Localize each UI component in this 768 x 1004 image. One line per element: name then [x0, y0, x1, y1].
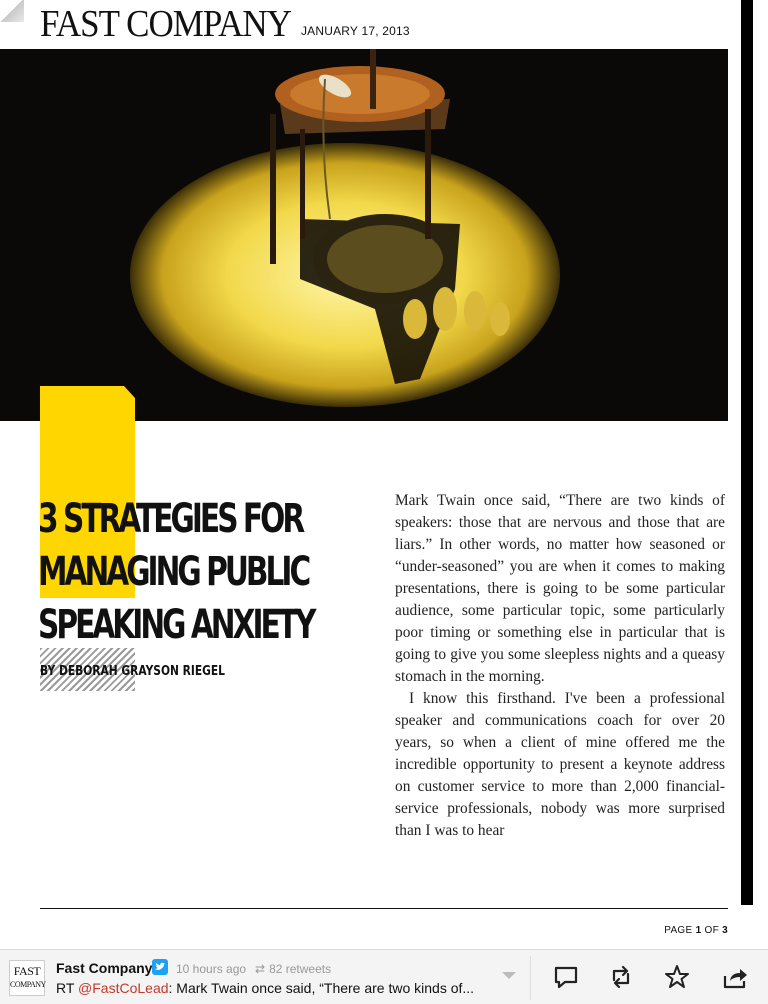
reply-icon [551, 962, 581, 992]
tweet-bar[interactable] [0, 949, 768, 1004]
scroll-edge-bar [741, 0, 753, 905]
issue-date: JANUARY 17, 2013 [300, 24, 410, 38]
star-icon [662, 962, 692, 992]
article-byline: BY DEBORAH GRAYSON RIEGEL [40, 664, 225, 679]
retweet-small-icon: ⇄ [255, 962, 266, 976]
expand-caret-icon[interactable] [502, 972, 516, 979]
current-page: 1 [695, 925, 702, 936]
avatar-text-bottom: COMPANY [10, 980, 46, 989]
favorite-button[interactable] [662, 962, 692, 992]
total-pages: 3 [722, 925, 728, 936]
page-label: PAGE [664, 925, 693, 936]
hero-illustration [0, 49, 728, 421]
page-of: OF [704, 925, 720, 936]
tweet-author-name[interactable]: Fast Company [56, 960, 153, 976]
fast-company-logo: FAST COMPANY [40, 2, 291, 45]
retweet-count-label: 82 retweets [269, 962, 332, 976]
article-body [395, 490, 725, 866]
headline-line: SPEAKING ANXIETY [38, 602, 314, 648]
retweet-button[interactable] [606, 962, 636, 992]
retweet-icon [606, 962, 636, 992]
tweet-rt-prefix: RT [56, 980, 75, 996]
twitter-bird-icon [152, 959, 168, 975]
page-indicator [664, 925, 728, 936]
tweet-text [56, 980, 474, 996]
hero-image [0, 49, 728, 421]
masthead [40, 2, 410, 45]
tweet-timestamp: 10 hours ago [176, 962, 247, 976]
article-headline [38, 493, 314, 652]
reply-button[interactable] [551, 962, 581, 992]
headline-line: 3 STRATEGIES FOR [38, 496, 303, 542]
footer-divider [40, 908, 728, 909]
retweet-count [255, 962, 331, 976]
tweet-body: : Mark Twain once said, “There are two kinds of... [168, 980, 475, 996]
headline-line: MANAGING PUBLIC [38, 549, 309, 595]
article-paragraph: Mark Twain once said, “There are two kinds of speakers: those that are nervous and those that are liars.” In other words, no matter how seasoned or “under-seasoned” you are when it comes to making presentations, there is going to be some particular audience, some particular topic, some particularly poor timing or something else in particular that is going to give you some sleepless nights and a queasy stomach in the morning. [395, 492, 725, 685]
share-button[interactable] [720, 962, 750, 992]
page-curl-corner[interactable] [0, 0, 24, 22]
avatar-text-top: FAST [13, 964, 41, 978]
tweet-mention[interactable]: @FastCoLead [78, 980, 169, 996]
article-paragraph: I know this firsthand. I've been a professional speaker and communications coach for over 20 years, so when a client of mine offered me the incredible opportunity to present a keynote address on customer service to more than 2,000 financial-service professionals, nobody was more surprised than I was to hear [395, 690, 725, 839]
share-icon [720, 962, 750, 992]
action-separator [530, 956, 531, 1000]
avatar[interactable] [9, 960, 45, 996]
